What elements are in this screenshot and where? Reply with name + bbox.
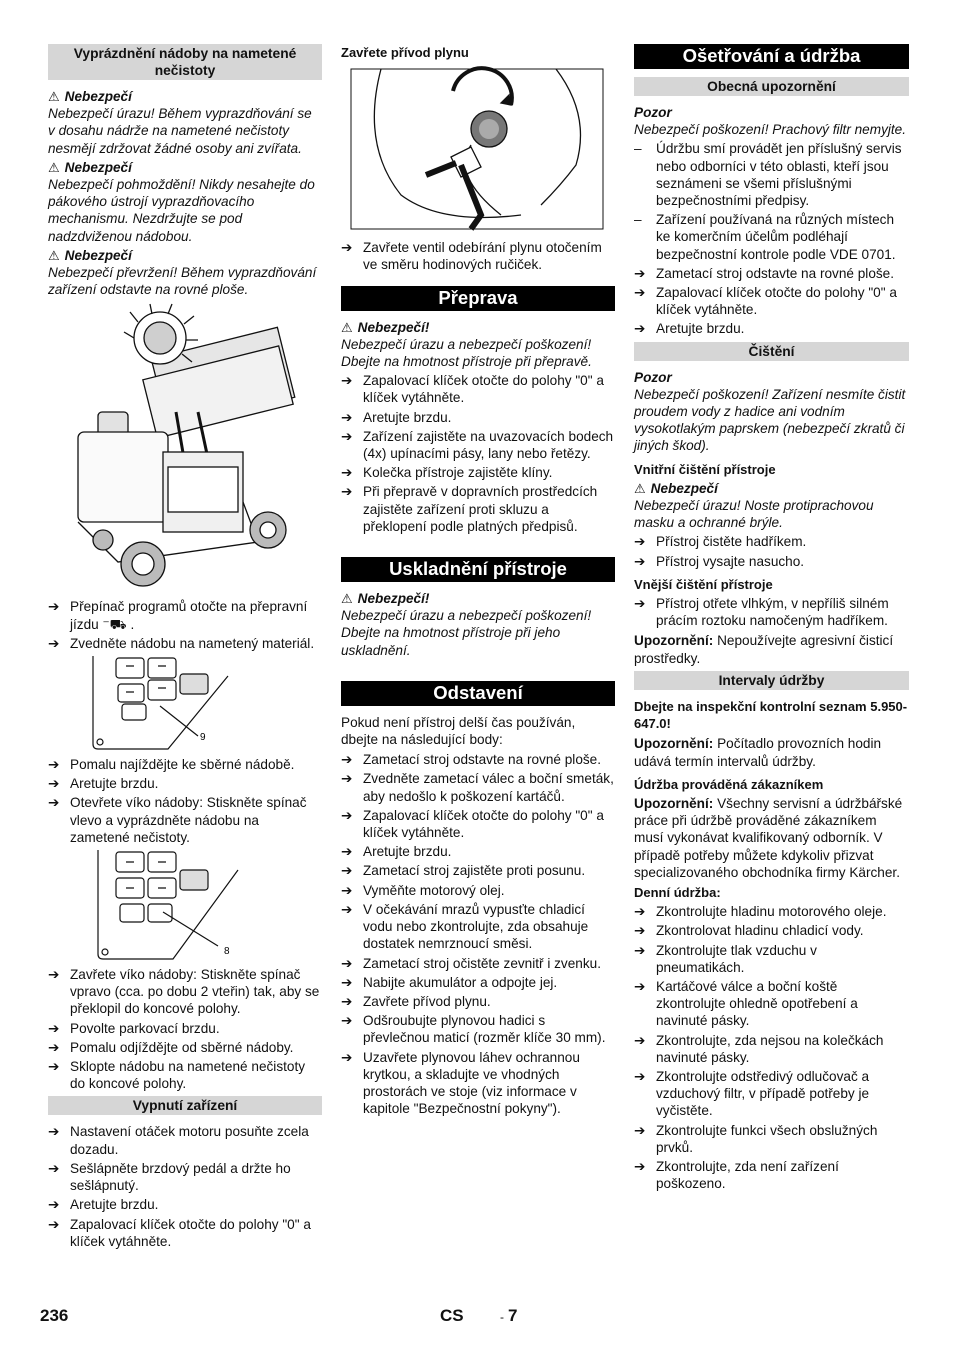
arrow-icon: ➔ [48, 1124, 60, 1140]
list-item: ➔ Pomalu odjíždějte od sběrné nádoby. [48, 1039, 294, 1055]
language-code: CS [440, 1306, 464, 1325]
arrow-icon: ➔ [341, 484, 353, 500]
list-item: ➔ Přístroj otřete vlhkým, v nepříliš silném prácím roztoku namočeným hadříkem. [634, 596, 889, 629]
list-item: ➔ Zavřete víko nádoby: Stiskněte spínač vpravo (cca. po dobu 2 vteřin) tak, aby se překlopil do koncové polohy. [48, 967, 320, 1017]
warning-icon: ⚠ [341, 319, 353, 335]
caution-label: Pozor [634, 105, 672, 120]
arrow-icon: ➔ [341, 955, 353, 971]
danger-text: Nebezpečí převržení! Během vyprazdňování zařízení odstavte na rovné ploše. [48, 265, 317, 298]
danger-label: ⚠ Nebezpečí [48, 89, 132, 104]
list-item: ➔ Nabijte akumulátor a odpojte jej. [341, 974, 558, 990]
warning-icon: ⚠ [48, 159, 60, 175]
arrow-icon: ➔ [48, 776, 60, 792]
arrow-icon: ➔ [341, 807, 353, 823]
arrow-icon: ➔ [341, 373, 353, 389]
section-title-storage: Uskladnění přístroje [341, 557, 615, 582]
arrow-icon: ➔ [341, 844, 353, 860]
arrow-icon: ➔ [341, 974, 353, 990]
list-item: ➔ Zametací stroj odstavte na rovné ploše. [634, 265, 895, 281]
danger-label: ⚠ Nebezpečí! [341, 591, 430, 607]
arrow-icon: ➔ [48, 1059, 60, 1075]
control-panel-figure-8 [48, 850, 322, 962]
section-heading-cleaning: Čištění [634, 342, 909, 361]
section-title-shutdown: Odstavení [341, 681, 615, 706]
list-item: ➔ Zapalovací klíček otočte do polohy "0" a klíček vytáhněte. [341, 373, 604, 406]
arrow-icon: ➔ [634, 553, 646, 569]
list-item: ➔ Sklopte nádobu na nametené nečistoty do koncové polohy. [48, 1059, 306, 1092]
list-item: ➔ Povolte parkovací brzdu. [48, 1020, 220, 1036]
list-item: ➔ Zkontrolujte, zda nejsou na kolečkách navinuté pásky. [634, 1032, 884, 1065]
arrow-icon: ➔ [341, 409, 353, 425]
arrow-icon: ➔ [634, 942, 646, 958]
list-item: ➔ Přístroj čistěte hadříkem. [634, 534, 807, 550]
list-item: ➔ Pomalu najíždějte ke sběrné nádobě. [48, 757, 295, 773]
list-item: ➔ Zařízení zajistěte na uvazovacích bodech (4x) upínacími pásy, lany nebo řetězy. [341, 428, 614, 462]
arrow-icon: ➔ [341, 863, 353, 879]
arrow-icon: ➔ [634, 1032, 646, 1048]
list-item: ➔ Zapalovací klíček otočte do polohy "0" a klíček vytáhněte. [341, 807, 604, 841]
list-item: ➔ Přepínač programů otočte na přepravní jízdu ⁻⛟ . [48, 599, 308, 632]
section-heading-empty-container: Vyprázdnění nádoby na nametené nečistoty [48, 44, 322, 80]
instruction-list [634, 595, 909, 629]
page-number: 236 [40, 1306, 69, 1325]
arrow-icon: ➔ [341, 465, 353, 481]
list-item: – Zařízení používaná na různých místech ke komerčním účelům podléhají bezpečnostní kontrole podle VDE 0701. [634, 212, 896, 262]
transport-drive-icon: ⁻⛟ [102, 616, 127, 632]
arrow-icon: ➔ [48, 635, 60, 651]
danger-text: Nebezpečí úrazu! Noste protiprachovou masku a ochranné brýle. [634, 498, 874, 531]
arrow-icon: ➔ [48, 795, 60, 811]
column-middle [341, 44, 615, 1119]
section-title-transport: Přeprava [341, 286, 615, 311]
caution-text: Nebezpečí poškození! Zařízení nesmíte čistit proudem vody z hadice ani vodním vysokotlakým paprskem (nebezpečí zkratů či jiných škod). [634, 386, 906, 454]
instruction-list [341, 372, 615, 535]
interval-note: Upozornění: Počítadlo provozních hodin udává termín intervalů údržby. [634, 736, 882, 769]
list-item: ➔ Kartáčové válce a boční koště zkontrolujte ohledně opotřebení a navinuté pásky. [634, 978, 858, 1029]
arrow-icon: ➔ [634, 1158, 646, 1174]
customer-maintenance-heading: Údržba prováděná zákazníkem [634, 776, 824, 792]
list-item: ➔ Zapalovací klíček otočte do polohy "0" a klíček vytáhněte. [634, 285, 897, 318]
caution-text: Nebezpečí poškození! Prachový filtr nemyjte. [634, 122, 907, 138]
section-heading-general: Obecná upozornění [634, 77, 909, 96]
list-item: ➔ Kolečka přístroje zajistěte klíny. [341, 465, 553, 481]
list-item: ➔ Sešlápněte brzdový pedál a držte ho sešlápnutý. [48, 1160, 291, 1194]
list-item: ➔ Zametací stroj odstavte na rovné ploše. [341, 752, 602, 768]
arrow-icon: ➔ [341, 240, 353, 256]
danger-label: ⚠ Nebezpečí! [341, 319, 430, 335]
arrow-icon: ➔ [48, 1039, 60, 1055]
arrow-icon: ➔ [634, 1122, 646, 1138]
arrow-icon: ➔ [48, 757, 60, 773]
warning-icon: ⚠ [48, 89, 60, 104]
figure-callout: 8 [224, 946, 230, 958]
danger-text: Nebezpečí pohmoždění! Nikdy nesahejte do pákového ústrojí vyprazdňovacího mechanismu. Nezdržujte se pod nadzdviženou nádobou. [48, 177, 315, 244]
arrow-icon: ➔ [634, 1068, 646, 1084]
list-item: ➔ Nastavení otáček motoru posuňte zcela dozadu. [48, 1124, 309, 1157]
gas-heading: Zavřete přívod plynu [341, 45, 469, 60]
instruction-list [48, 1123, 322, 1249]
section-heading-intervals: Intervaly údržby [634, 671, 909, 690]
arrow-icon: ➔ [341, 901, 353, 917]
control-panel-figure-9 [48, 656, 322, 752]
customer-note: Upozornění: Všechny servisní a údržbářské práce při údržbě prováděné zákazníkem musí vykonávat kvalifikovaný odborník. V případě potřeby můžete kdykoliv přizvat specializovaného obchodníka firmy Kärcher. [634, 795, 903, 880]
section-heading-switch-off: Vypnutí zařízení [48, 1096, 322, 1115]
arrow-icon: ➔ [634, 285, 646, 301]
danger-text: Nebezpečí úrazu a nebezpečí poškození! Dbejte na hmotnost přístroje při přepravě. [341, 336, 592, 370]
gas-valve-illustration [341, 65, 615, 235]
arrow-icon: ➔ [341, 1049, 353, 1065]
checklist-heading: Dbejte na inspekční kontrolní seznam 5.950-647.0! [634, 698, 908, 732]
list-item: ➔ V očekávání mrazů vypusťte chladicí vodu nebo zkontrolujte, zda obsahuje dostatek nemrznoucí směsi. [341, 901, 589, 952]
arrow-icon: ➔ [634, 534, 646, 550]
arrow-icon: ➔ [341, 752, 353, 768]
list-item: ➔ Aretujte brzdu. [634, 321, 745, 337]
list-item: ➔ Zapalovací klíček otočte do polohy "0" a klíček vytáhněte. [48, 1216, 311, 1249]
arrow-icon: ➔ [48, 1197, 60, 1213]
column-right [634, 44, 909, 1194]
list-item: ➔ Zkontrolujte hladinu motorového oleje. [634, 904, 887, 920]
daily-maintenance-heading: Denní údržba: [634, 884, 721, 900]
inner-cleaning-heading: Vnitřní čištění přístroje [634, 461, 776, 477]
instruction-list [48, 598, 322, 652]
list-item: ➔ Aretujte brzdu. [48, 776, 159, 792]
instruction-list [341, 751, 615, 1117]
arrow-icon: ➔ [341, 993, 353, 1009]
list-item: ➔ Aretujte brzdu. [341, 844, 452, 860]
list-item: ➔ Zvedněte zametací válec a boční smeták, aby nedošlo k poškození kartáčů. [341, 771, 614, 804]
list-item: ➔ Zkontrolujte, zda není zařízení poškozeno. [634, 1158, 839, 1192]
instruction-list [634, 533, 909, 569]
arrow-icon: ➔ [341, 771, 353, 787]
instruction-list [634, 903, 909, 1192]
list-item: ➔ Zametací stroj zajistěte proti posunu. [341, 863, 586, 879]
column-left [48, 44, 322, 1252]
arrow-icon: ➔ [341, 882, 353, 898]
danger-text: Nebezpečí úrazu! Během vyprazdňování se v dosahu nádrže na nametené nečistoty nesmějí zdržovat žádné osoby ani zvířata. [48, 106, 312, 156]
warning-icon: ⚠ [634, 480, 646, 496]
list-item: ➔ Zkontrolujte funkci všech obslužných prvků. [634, 1122, 878, 1155]
arrow-icon: ➔ [48, 1020, 60, 1036]
list-item: ➔ Přístroj vysajte nasucho. [634, 553, 805, 569]
list-item: ➔ Zvedněte nádobu na nametený materiál. [48, 635, 315, 651]
list-item: ➔ Zavřete ventil odebírání plynu otočením ve směru hodinových ručiček. [341, 240, 602, 273]
sweeper-dump-illustration [48, 302, 322, 594]
arrow-icon: ➔ [634, 923, 646, 939]
list-item: ➔ Zkontrolovat hladinu chladicí vody. [634, 923, 864, 939]
warning-icon: ⚠ [341, 591, 353, 607]
danger-label: ⚠ Nebezpečí [634, 480, 718, 496]
list-item: ➔ Vyměňte motorový olej. [341, 882, 505, 898]
outer-note: Upozornění: Nepoužívejte agresivní čisticí prostředky. [634, 633, 894, 666]
list-item: ➔ Zavřete přívod plynu. [341, 993, 491, 1009]
list-item: ➔ Odšroubujte plynovou hadici s převlečnou maticí (rozměr klíče 30 mm). [341, 1013, 606, 1046]
arrow-icon: ➔ [48, 1216, 60, 1232]
list-item: – Údržbu smí provádět jen příslušný servis nebo odborníci v této oblasti, kteří jsou seznámeni se všemi příslušnými bezpečnostními předpisy. [634, 141, 902, 209]
arrow-icon: ➔ [48, 967, 60, 983]
arrow-icon: ➔ [341, 428, 353, 444]
figure-callout: 9 [200, 732, 206, 744]
note-list [634, 140, 909, 262]
section-page-number: - 7 [500, 1306, 518, 1325]
danger-label: ⚠ Nebezpečí [48, 247, 132, 263]
instruction-list [48, 756, 322, 846]
warning-icon: ⚠ [48, 247, 60, 263]
danger-label: ⚠ Nebezpečí [48, 159, 132, 175]
arrow-icon: ➔ [634, 321, 646, 337]
arrow-icon: ➔ [341, 1013, 353, 1029]
list-item: ➔ Otevřete víko nádoby: Stiskněte spínač vlevo a vyprázdněte nádobu na zametené nečistoty. [48, 795, 307, 845]
arrow-icon: ➔ [634, 978, 646, 994]
shutdown-intro: Pokud není přístroj delší čas používán, dbejte na následující body: [341, 714, 576, 748]
list-item: ➔ Aretujte brzdu. [48, 1197, 159, 1213]
arrow-icon: ➔ [48, 1160, 60, 1176]
list-item: ➔ Při přepravě v dopravních prostředcích zajistěte zařízení proti skluzu a překlopení podle platných předpisů. [341, 484, 598, 534]
list-item: ➔ Aretujte brzdu. [341, 409, 452, 425]
list-item: ➔ Zametací stroj očistěte zevnitř i zvenku. [341, 955, 601, 971]
arrow-icon: ➔ [48, 599, 60, 615]
list-item: ➔ Zkontrolujte odstředivý odlučovač a vzduchový filtr, v případě potřeby je vyčistěte. [634, 1068, 870, 1119]
list-item: ➔ Uzavřete plynovou láhev ochrannou krytkou, a skladujte ve vhodných prostorách ve stoje (viz informace v kapitole "Bezpečnostní pokyny"). [341, 1049, 580, 1117]
outer-cleaning-heading: Vnější čištění přístroje [634, 576, 773, 592]
arrow-icon: ➔ [634, 265, 646, 281]
arrow-icon: ➔ [634, 904, 646, 920]
list-item: ➔ Zkontrolujte tlak vzduchu v pneumatikách. [634, 942, 817, 975]
caution-label: Pozor [634, 369, 672, 385]
instruction-list [634, 265, 909, 338]
danger-text: Nebezpečí úrazu a nebezpečí poškození! Dbejte na hmotnost přístroje při jeho uskladnění. [341, 608, 592, 658]
instruction-list [341, 239, 615, 273]
instruction-list [48, 966, 322, 1092]
section-title-maintenance: Ošetřování a údržba [634, 44, 909, 69]
arrow-icon: ➔ [634, 596, 646, 612]
